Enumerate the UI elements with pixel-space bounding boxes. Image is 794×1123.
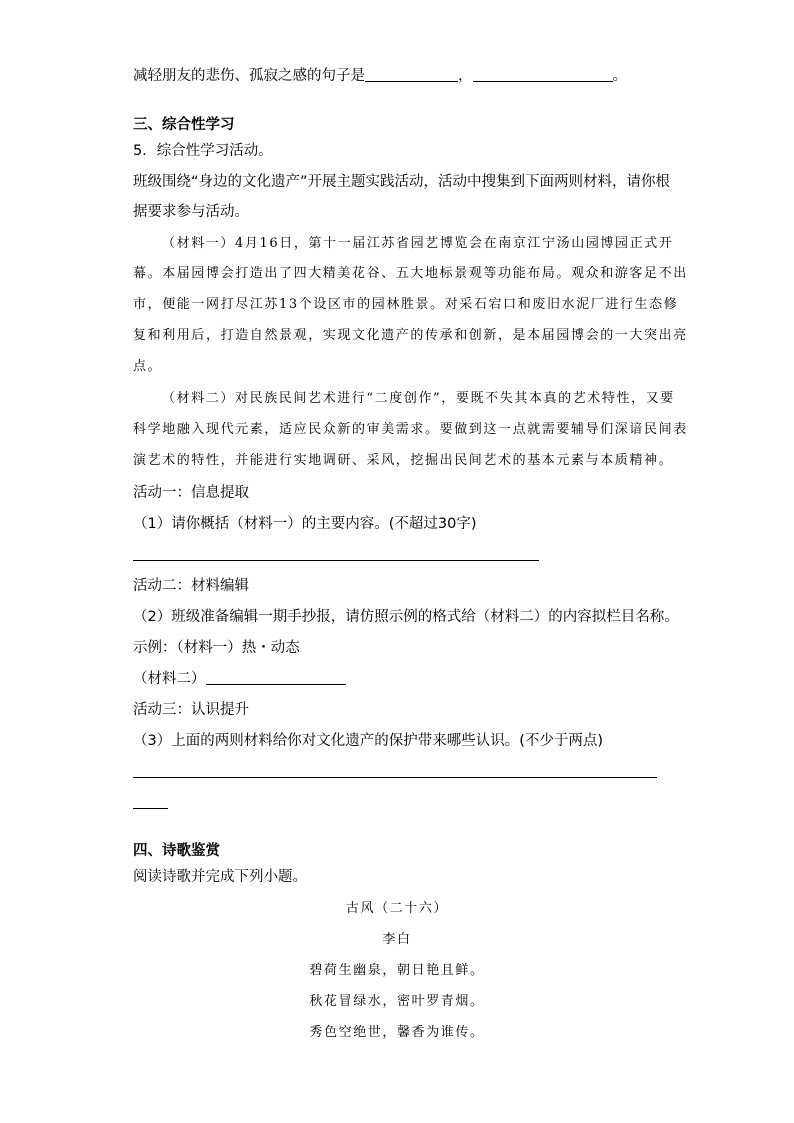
poem-line: 秀色空绝世，馨香为谁传。: [309, 1025, 485, 1040]
answer-line[interactable]: [133, 560, 539, 561]
activity3-question: （3）上面的两则材料给你对文化遗产的保护带来哪些认识。(不少于两点): [133, 733, 604, 749]
activity2-label: 活动二：材料编辑: [133, 578, 249, 594]
material2-line: 科学地融入现代元素，适应民众新的审美需求。要做到这一点就需要辅导们深谙民间表: [133, 422, 688, 437]
material2-line: 演艺术的特性，并能进行实地调研、采风，挖掘出民间艺术的基本元素与本质精神。: [133, 453, 674, 468]
q4-tail-line: [133, 66, 627, 86]
section4-heading: 四、诗歌鉴赏: [133, 843, 220, 859]
material1-line: 市，便能一网打尽江苏13个设区市的园林胜景。对采石宕口和废旧水泥厂进行生态修: [133, 297, 679, 312]
section3-heading: 三、综合性学习: [133, 117, 235, 133]
intro-line: 班级围绕“身边的文化遗产”开展主题实践活动，活动中搜集到下面两则材料，请你根: [133, 174, 671, 190]
poem-line: 碧荷生幽泉，朝日艳且鲜。: [309, 963, 485, 978]
material1-line: 复和利用后，打造自然景观，实现文化遗产的传承和创新，是本届园博会的一大突出亮: [133, 328, 688, 343]
q5-label: 5．综合性学习活动。: [133, 143, 273, 159]
activity1-question: （1）请你概括（材料一）的主要内容。(不超过30字): [133, 516, 477, 532]
activity3-label: 活动三：认识提升: [133, 702, 249, 718]
poem-author: 李白: [382, 932, 412, 947]
material2-line: （材料二）对民族民间艺术进行“二度创作”，要既不失其本真的艺术特性，又要: [162, 391, 675, 406]
material2-label: （材料二）: [133, 671, 206, 687]
activity1-label: 活动一：信息提取: [133, 485, 249, 501]
poem-title: 古风（二十六）: [345, 901, 449, 916]
q4-tail-text: 减轻朋友的悲伤、孤寂之感的句子是: [133, 68, 365, 84]
example-line: 示例：（材料一）热・动态: [133, 640, 300, 656]
activity2-question: （2）班级准备编辑一期手抄报，请仿照示例的格式给（材料二）的内容拟栏目名称。: [133, 609, 679, 625]
answer-blank[interactable]: [473, 67, 613, 82]
answer-line[interactable]: [133, 808, 168, 809]
answer-blank[interactable]: [206, 670, 346, 685]
material1-line: 幕。本届园博会打造出了四大精美花谷、五大地标景观等功能布局。观众和游客足不出: [133, 266, 688, 281]
period: 。: [612, 68, 627, 84]
section4-instruction: 阅读诗歌并完成下列小题。: [133, 869, 307, 885]
answer-blank[interactable]: [365, 67, 458, 82]
comma: ，: [458, 68, 473, 84]
material2-answer-line: [133, 669, 346, 689]
material1-line: 点。: [133, 359, 163, 374]
answer-line[interactable]: [133, 777, 657, 778]
material1-line: （材料一）4月16日，第十一届江苏省园艺博览会在南京江宁汤山园博园正式开: [162, 236, 674, 251]
poem-line: 秋花冒绿水，密叶罗青烟。: [309, 994, 485, 1009]
intro-line: 据要求参与活动。: [133, 204, 249, 220]
